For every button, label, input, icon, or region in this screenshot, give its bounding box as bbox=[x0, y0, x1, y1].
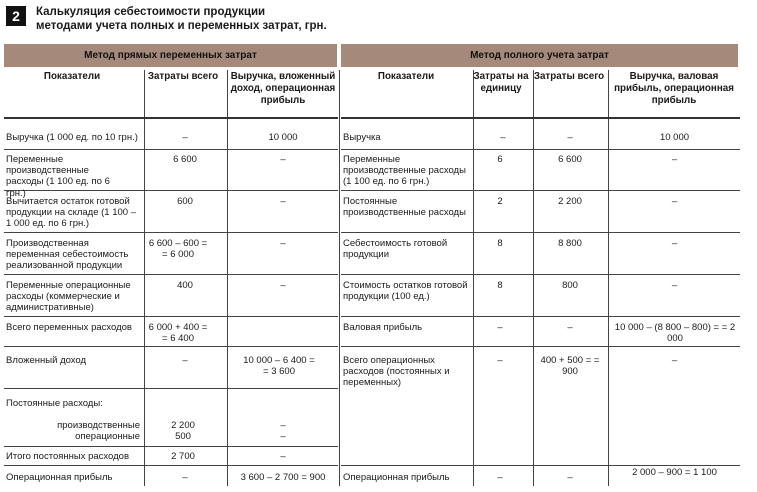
right-header-indicators: Показатели bbox=[377, 71, 435, 82]
left-row-label: Переменные производственные расходы (1 100 ед. по 6 грн.) bbox=[6, 154, 110, 199]
right-header-costs-total: Затраты всего bbox=[533, 71, 605, 82]
grid-hline bbox=[4, 232, 338, 233]
right-row-unit: – bbox=[497, 355, 503, 366]
left-row-costs: 6 600 bbox=[173, 154, 197, 165]
left-row-label: Вложенный доход bbox=[6, 355, 87, 366]
right-row-costs: 6 600 bbox=[558, 154, 582, 165]
right-row-unit: 2 bbox=[497, 196, 503, 207]
left-row-label: Операционная прибыль bbox=[6, 472, 113, 483]
left-subrow-label: производственные bbox=[57, 420, 140, 431]
right-row-revenue: – bbox=[671, 238, 678, 249]
left-header-costs-total: Затраты всего bbox=[147, 71, 219, 82]
left-row-costs: – bbox=[182, 472, 188, 483]
right-row-revenue: 10 000 – (8 800 – 800) = = 2 000 bbox=[614, 322, 736, 345]
right-row-revenue: – bbox=[671, 154, 678, 165]
left-row-costs: – bbox=[182, 132, 188, 143]
grid-hline bbox=[341, 232, 740, 233]
left-method-band: Метод прямых переменных затрат bbox=[4, 44, 337, 67]
grid-hline bbox=[4, 316, 338, 317]
left-row-label: Выручка (1 000 ед. по 10 грн.) bbox=[6, 132, 138, 143]
grid-hline bbox=[341, 117, 740, 119]
right-method-band: Метод полного учета затрат bbox=[341, 44, 738, 67]
left-row-costs: 6 600 – 600 = = 6 000 bbox=[148, 238, 208, 261]
right-row-unit: 8 bbox=[497, 280, 503, 291]
left-row-costs: 2 700 bbox=[171, 451, 195, 462]
grid-hline bbox=[341, 149, 740, 150]
right-row-costs: 400 + 500 = = 900 bbox=[540, 355, 600, 378]
grid-hline bbox=[341, 274, 740, 275]
right-row-label: Всего операционных расходов (постоянных и переменных) bbox=[343, 355, 450, 389]
left-row-label: Производственная переменная себестоимость реализованной продукции bbox=[6, 238, 129, 272]
left-row-revenue: 10 000 – 6 400 = = 3 600 bbox=[243, 355, 315, 378]
grid-hline bbox=[341, 465, 740, 466]
right-row-costs: – bbox=[567, 322, 573, 333]
left-row-revenue: 3 600 – 2 700 = 900 bbox=[240, 472, 326, 483]
right-row-label: Выручка bbox=[343, 132, 381, 143]
right-row-label: Валовая прибыль bbox=[343, 322, 423, 333]
grid-hline bbox=[4, 465, 338, 466]
right-row-unit: – bbox=[500, 132, 506, 143]
left-header-revenue: Выручка, вложенный доход, операционная прибыль bbox=[230, 71, 336, 106]
left-row-revenue: – bbox=[280, 451, 286, 462]
left-row-label: Постоянные расходы: bbox=[6, 398, 103, 409]
page-title bbox=[36, 5, 327, 33]
left-row-costs: 400 bbox=[177, 280, 193, 291]
left-header-indicators: Показатели bbox=[43, 71, 101, 82]
grid-hline bbox=[341, 316, 740, 317]
right-row-label: Постоянные производственные расходы bbox=[343, 196, 466, 219]
left-row-label: Вычитается остаток готовой продукции на складе (1 100 – 1 000 ед. по 6 грн.) bbox=[6, 196, 136, 230]
title-line-1: Калькуляция себестоимости продукции bbox=[36, 6, 266, 18]
right-row-label: Себестоимость готовой продукции bbox=[343, 238, 448, 261]
figure-number: 2 bbox=[6, 6, 26, 26]
left-subrow-costs: 500 bbox=[175, 431, 191, 442]
right-row-costs: – bbox=[567, 472, 573, 483]
right-row-label: Операционная прибыль bbox=[343, 472, 450, 483]
right-row-costs: – bbox=[567, 132, 573, 143]
right-row-costs: 2 200 bbox=[558, 196, 582, 207]
right-row-unit: 8 bbox=[497, 238, 503, 249]
right-row-revenue: 10 000 bbox=[659, 132, 690, 143]
grid-hline bbox=[4, 388, 338, 389]
left-subrow-revenue: – bbox=[280, 420, 286, 431]
grid-hline bbox=[341, 190, 740, 191]
grid-hline bbox=[341, 346, 740, 347]
right-row-label: Переменные производственные расходы (1 100 ед. по 6 грн.) bbox=[343, 154, 466, 188]
left-row-revenue: – bbox=[280, 196, 286, 207]
grid-hline bbox=[4, 446, 338, 447]
left-subrow-costs: 2 200 bbox=[171, 420, 195, 431]
left-subrow-revenue: – bbox=[280, 431, 286, 442]
grid-vline bbox=[339, 70, 340, 486]
left-subrow-label: операционные bbox=[75, 431, 140, 442]
left-row-revenue: – bbox=[280, 238, 286, 249]
right-row-costs: 800 bbox=[562, 280, 578, 291]
grid-hline bbox=[4, 149, 338, 150]
left-row-label: Переменные операционные расходы (коммерческие и административные) bbox=[6, 280, 131, 314]
left-row-costs: 600 bbox=[177, 196, 193, 207]
right-row-unit: – bbox=[497, 322, 503, 333]
grid-hline bbox=[4, 274, 338, 275]
right-row-revenue: – bbox=[671, 280, 678, 291]
right-header-revenue: Выручка, валовая прибыль, операционная прибыль bbox=[614, 71, 734, 106]
right-row-unit: 6 bbox=[497, 154, 503, 165]
left-row-costs: – bbox=[182, 355, 188, 366]
right-row-revenue: – bbox=[671, 355, 678, 366]
left-row-revenue: 10 000 bbox=[268, 132, 298, 143]
right-row-revenue: 2 000 – 900 = 1 100 bbox=[632, 467, 717, 478]
grid-hline bbox=[4, 346, 338, 347]
title-line-2: методами учета полных и переменных затрат, грн. bbox=[36, 20, 327, 32]
right-row-costs: 8 800 bbox=[558, 238, 582, 249]
left-row-label: Всего переменных расходов bbox=[6, 322, 132, 333]
right-row-label: Стоимость остатков готовой продукции (100 ед.) bbox=[343, 280, 468, 303]
right-row-unit: – bbox=[497, 472, 503, 483]
left-row-label: Итого постоянных расходов bbox=[6, 451, 130, 462]
left-row-costs: 6 000 + 400 = = 6 400 bbox=[148, 322, 208, 345]
right-row-revenue: – bbox=[671, 196, 678, 207]
left-row-revenue: – bbox=[280, 154, 286, 165]
grid-hline bbox=[4, 117, 338, 119]
right-header-per-unit: Затраты на единицу bbox=[473, 71, 529, 94]
left-row-revenue: – bbox=[280, 280, 286, 291]
